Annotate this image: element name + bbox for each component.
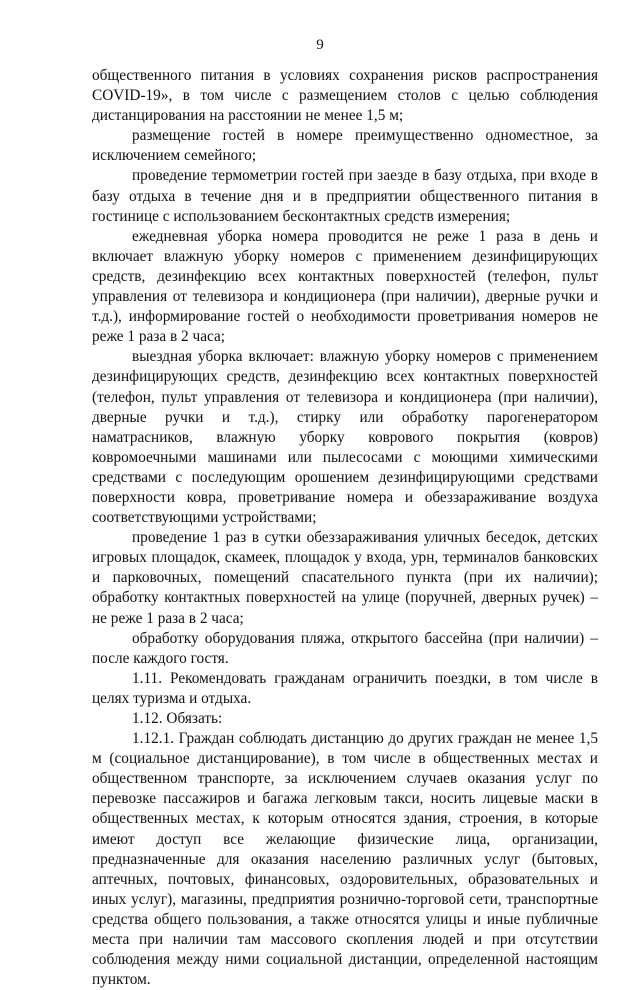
document-body [92, 66, 598, 990]
paragraph-daily-cleaning: ежедневная уборка номера проводится не реже 1 раза в день и включает влажную уборку номеров с применением дезинфицирующих средств, дезинфекцию всех контактных поверхностей (телефон, пульт управления от телевизора и кондиционера (при наличии), дверные ручки и т.д.), информирование гостей о необходимости проветривания номеров не реже 1 раза в 2 часа; [92, 227, 598, 346]
paragraph-thermometry: проведение термометрии гостей при заезде в базу отдыха, при входе в базу отдыха в течение дня и в предприятии общественного питания в гостинице с использованием бесконтактных средств измерения; [92, 167, 598, 225]
paragraph-1-12: 1.12. Обязать: [132, 710, 223, 727]
paragraph-1-11: 1.11. Рекомендовать гражданам ограничить поездки, в том числе в целях туризма и отдыха. [92, 669, 598, 707]
paragraph-beach-pool: обработку оборудования пляжа, открытого бассейна (при наличии) – после каждого гостя. [92, 629, 598, 667]
paragraph-guest-placement: размещение гостей в номере преимущественно одноместное, за исключением семейного; [92, 127, 598, 165]
paragraph-outdoor-disinfection: проведение 1 раз в сутки обеззараживания уличных беседок, детских игровых площадок, скамеек, площадок у входа, урн, терминалов банковских и парковочных, помещений спасательного пункта (при их наличии); обработку контактных поверхностей на улице (поручней, дверных ручек) – не реже 1 раза в 2 часа; [92, 529, 598, 627]
paragraph-checkout-cleaning: выездная уборка включает: влажную уборку номеров с применением дезинфицирующих средств, дезинфекцию всех контактных поверхностей (телефон, пульт управления от телевизора и кондиционера (при наличии), дверные ручки и т.д.), стирку или обработку парогенератором наматрасников, влажную уборку коврового покрытия (ковров) ковромоечными машинами или пылесосами с моющими химическими средствами с последующим орошением дезинфицирующими средствами поверхности ковра, проветривание номера и обеззараживание воздуха соответствующими устройствами; [92, 348, 598, 527]
paragraph-continuation: общественного питания в условиях сохранения рисков распространения COVID-19», в том числе с размещением столов с целью соблюдения дистанцирования на расстоянии не менее 1,5 м; [92, 67, 598, 125]
paragraph-1-12-1: 1.12.1. Граждан соблюдать дистанцию до других граждан не менее 1,5 м (социальное дистанцирование), в том числе в общественных местах и общественном транспорте, за исключением случаев оказания услуг по перевозке пассажиров и багажа легковым такси, носить лицевые маски в общественных местах, к которым относятся здания, строения, в которые имеют доступ все желающие физические лица, организации, предназначенные для оказания населению различных услуг (бытовых, аптечных, почтовых, финансовых, оздоровительных, образовательных и иных услуг), магазины, предприятия розничнo-торговой сети, транспортные средства общего пользования, а также относятся улицы и иные публичные места при наличии там массового скопления людей и при отсутствии соблюдения между ними социальной дистанции, определенной настоящим пунктом. [92, 730, 598, 989]
page-number: 9 [316, 37, 324, 53]
